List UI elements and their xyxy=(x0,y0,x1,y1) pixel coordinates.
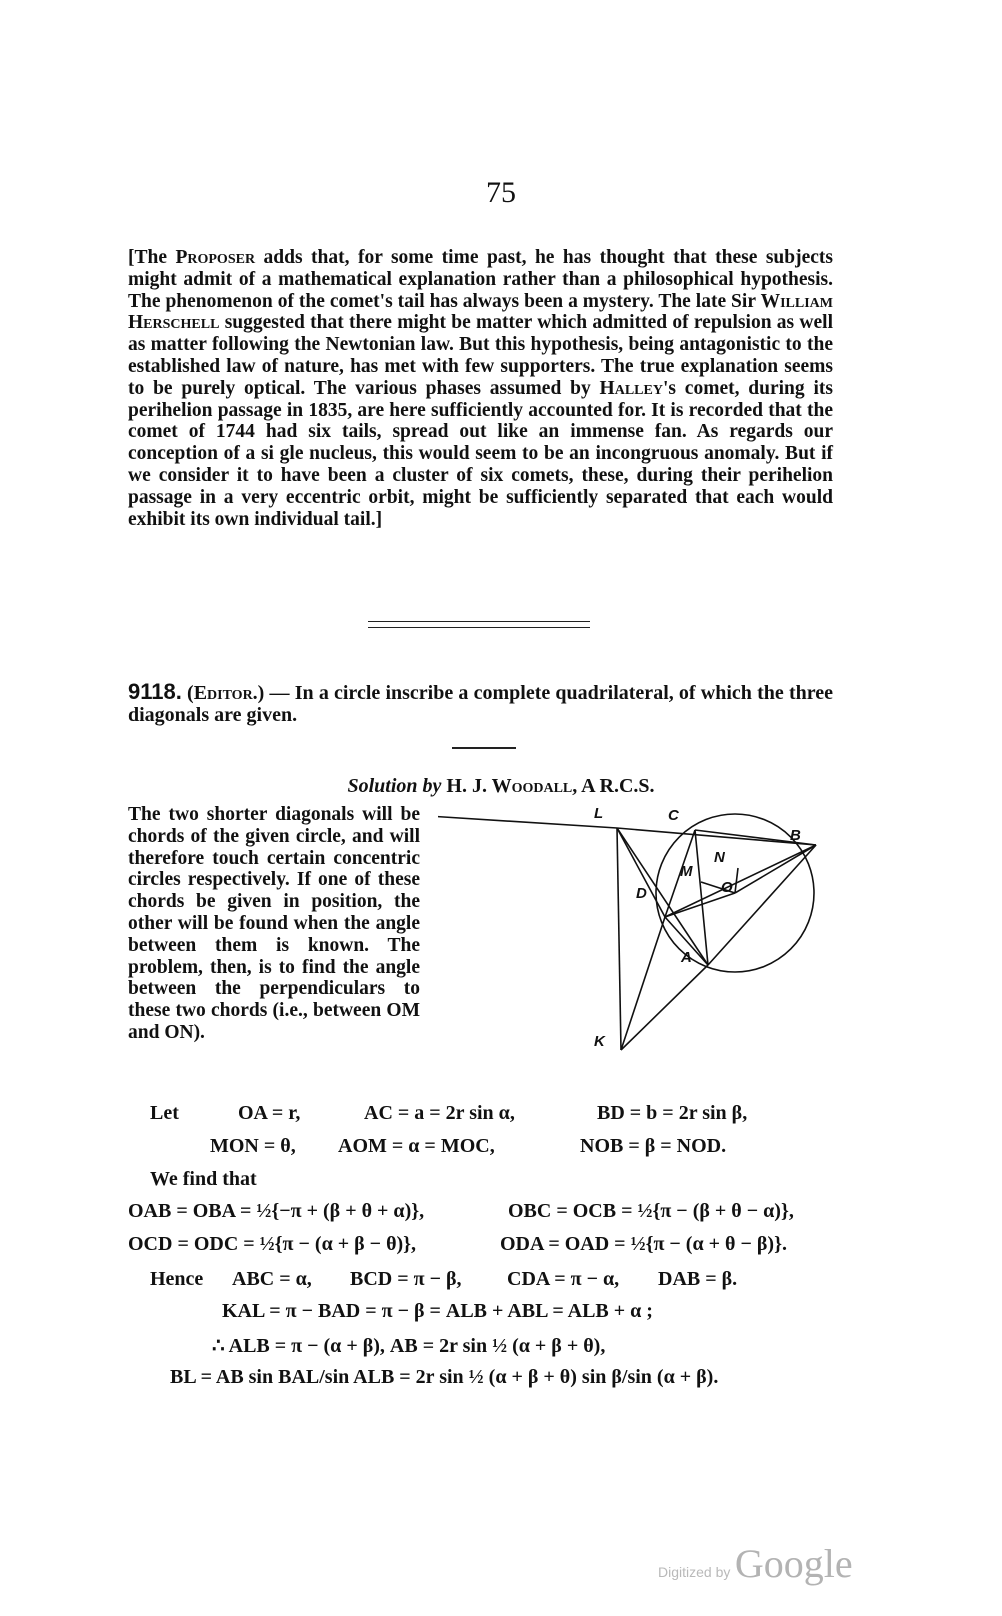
label-N: N xyxy=(714,849,725,866)
note-text-2: suggested that there might be matter which admitted of repulsion as well as matter following the Newtonian law. But this hypothesis, being antagonistic to the established law of nature, has met with few supporters. The true explanation seems to be purely optical. The various phases assumed by xyxy=(128,312,833,399)
label-C: C xyxy=(668,807,679,824)
section-divider-top xyxy=(368,621,590,622)
eq-aom: AOM = α = MOC, xyxy=(338,1135,495,1157)
we-find-that: We find that xyxy=(150,1168,257,1190)
label-O: O xyxy=(721,879,733,896)
proposer-note xyxy=(128,247,833,530)
eq-let-3: BD = b = 2r sin β, xyxy=(597,1102,748,1124)
watermark-brand: Google xyxy=(734,1541,853,1586)
line-K-D xyxy=(621,917,665,1050)
let-word: Let xyxy=(150,1102,179,1124)
line-L-B xyxy=(617,828,816,845)
page-number: 75 xyxy=(486,176,516,209)
solution-author: H. J. Woodall, A R.C.S. xyxy=(446,775,655,797)
line-D-O xyxy=(665,893,735,917)
eq-bl: BL = AB sin BAL/sin ALB = 2r sin ½ (α + β + θ) sin β/sin (α + β). xyxy=(170,1366,719,1388)
eq-kal: KAL = π − BAD = π − β = ALB + ABL = ALB + α ; xyxy=(222,1300,653,1322)
problem-text: — In a circle inscribe a complete quadrilateral, of which the three diagonals are given. xyxy=(128,682,833,726)
line-L-A xyxy=(617,828,708,965)
eq-bcd: BCD = π − β, xyxy=(350,1268,462,1290)
note-text-3: 's comet, during its perihelion passage in 1835, are here sufficiently accounted for. It is recorded that the comet of 1744 had six tails, spread out like an immense fan. As regards our conception of a si gle nucleus, this would seem to be an incongruous anomaly. But if we consider it to have been a cluster of six comets, these, during their perihelion passage in a very eccentric orbit, might be sufficiently separated that each would exhibit its own individual tail.] xyxy=(128,377,833,530)
label-B: B xyxy=(790,827,801,844)
note-proposer: Proposer xyxy=(175,247,256,268)
eq-nob: NOB = β = NOD. xyxy=(580,1135,727,1157)
line-O-B xyxy=(735,845,816,893)
eq-mon: MON = θ, xyxy=(210,1135,296,1157)
note-text-1: adds that, for some time past, he has thought that these subjects might admit of a mathematical explanation rather than a philosophical hypothesis. The phenomenon of the comet's tail has always been a mystery. The late Sir xyxy=(128,247,833,312)
problem-author: (Editor.) xyxy=(187,682,265,704)
label-D: D xyxy=(636,885,647,902)
label-K: K xyxy=(594,1033,605,1050)
solution-text: The two shorter diagonals will be chords of the given circle, and will therefore touch certain concentric circles respectively. If one of these chords be given in position, the other will be found when the angle between them is known. The problem, then, is to find the angle between the perpendiculars to these two chords (i.e., between OM and ON). xyxy=(128,804,420,1043)
short-divider xyxy=(452,747,516,749)
eq-dab: DAB = β. xyxy=(658,1268,738,1290)
problem-statement xyxy=(128,681,833,726)
hence-word: Hence xyxy=(150,1268,204,1290)
line-O-N xyxy=(735,868,738,893)
eq-cda: CDA = π − α, xyxy=(507,1268,620,1290)
problem-number: 9118. xyxy=(128,679,182,704)
label-M: M xyxy=(680,863,693,880)
label-A: A xyxy=(681,949,692,966)
line-L-D xyxy=(617,828,665,917)
watermark-prefix: Digitized by xyxy=(658,1564,731,1580)
eq-oda: ODA = OAD = ½{π − (α + θ − β)}. xyxy=(500,1233,787,1255)
eq-obc: OBC = OCB = ½{π − (β + θ − α)}, xyxy=(508,1200,794,1222)
note-open: [The xyxy=(128,247,176,268)
eq-oab: OAB = OBA = ½{−π + (β + θ + α)}, xyxy=(128,1200,425,1222)
line-tangent-extension xyxy=(438,816,617,828)
line-K-A xyxy=(621,965,708,1050)
note-herschel: William Herschell xyxy=(128,290,833,334)
solution-heading xyxy=(0,775,1002,798)
solution-by: Solution by xyxy=(347,775,442,797)
geometry-diagram xyxy=(438,800,838,1090)
eq-ocd: OCD = ODC = ½{π − (α + β − θ)}, xyxy=(128,1233,417,1255)
label-L: L xyxy=(594,805,604,822)
eq-let-1: OA = r, xyxy=(238,1102,301,1124)
section-divider-bottom xyxy=(368,627,590,628)
eq-abc: ABC = α, xyxy=(232,1268,312,1290)
digitized-watermark xyxy=(658,1540,853,1587)
note-halley: Halley xyxy=(599,377,663,399)
line-L-K xyxy=(617,828,621,1050)
line-D-B xyxy=(665,845,816,917)
eq-alb: ∴ ALB = π − (α + β), AB = 2r sin ½ (α + β + θ), xyxy=(212,1335,606,1357)
eq-let-2: AC = a = 2r sin α, xyxy=(364,1102,515,1124)
